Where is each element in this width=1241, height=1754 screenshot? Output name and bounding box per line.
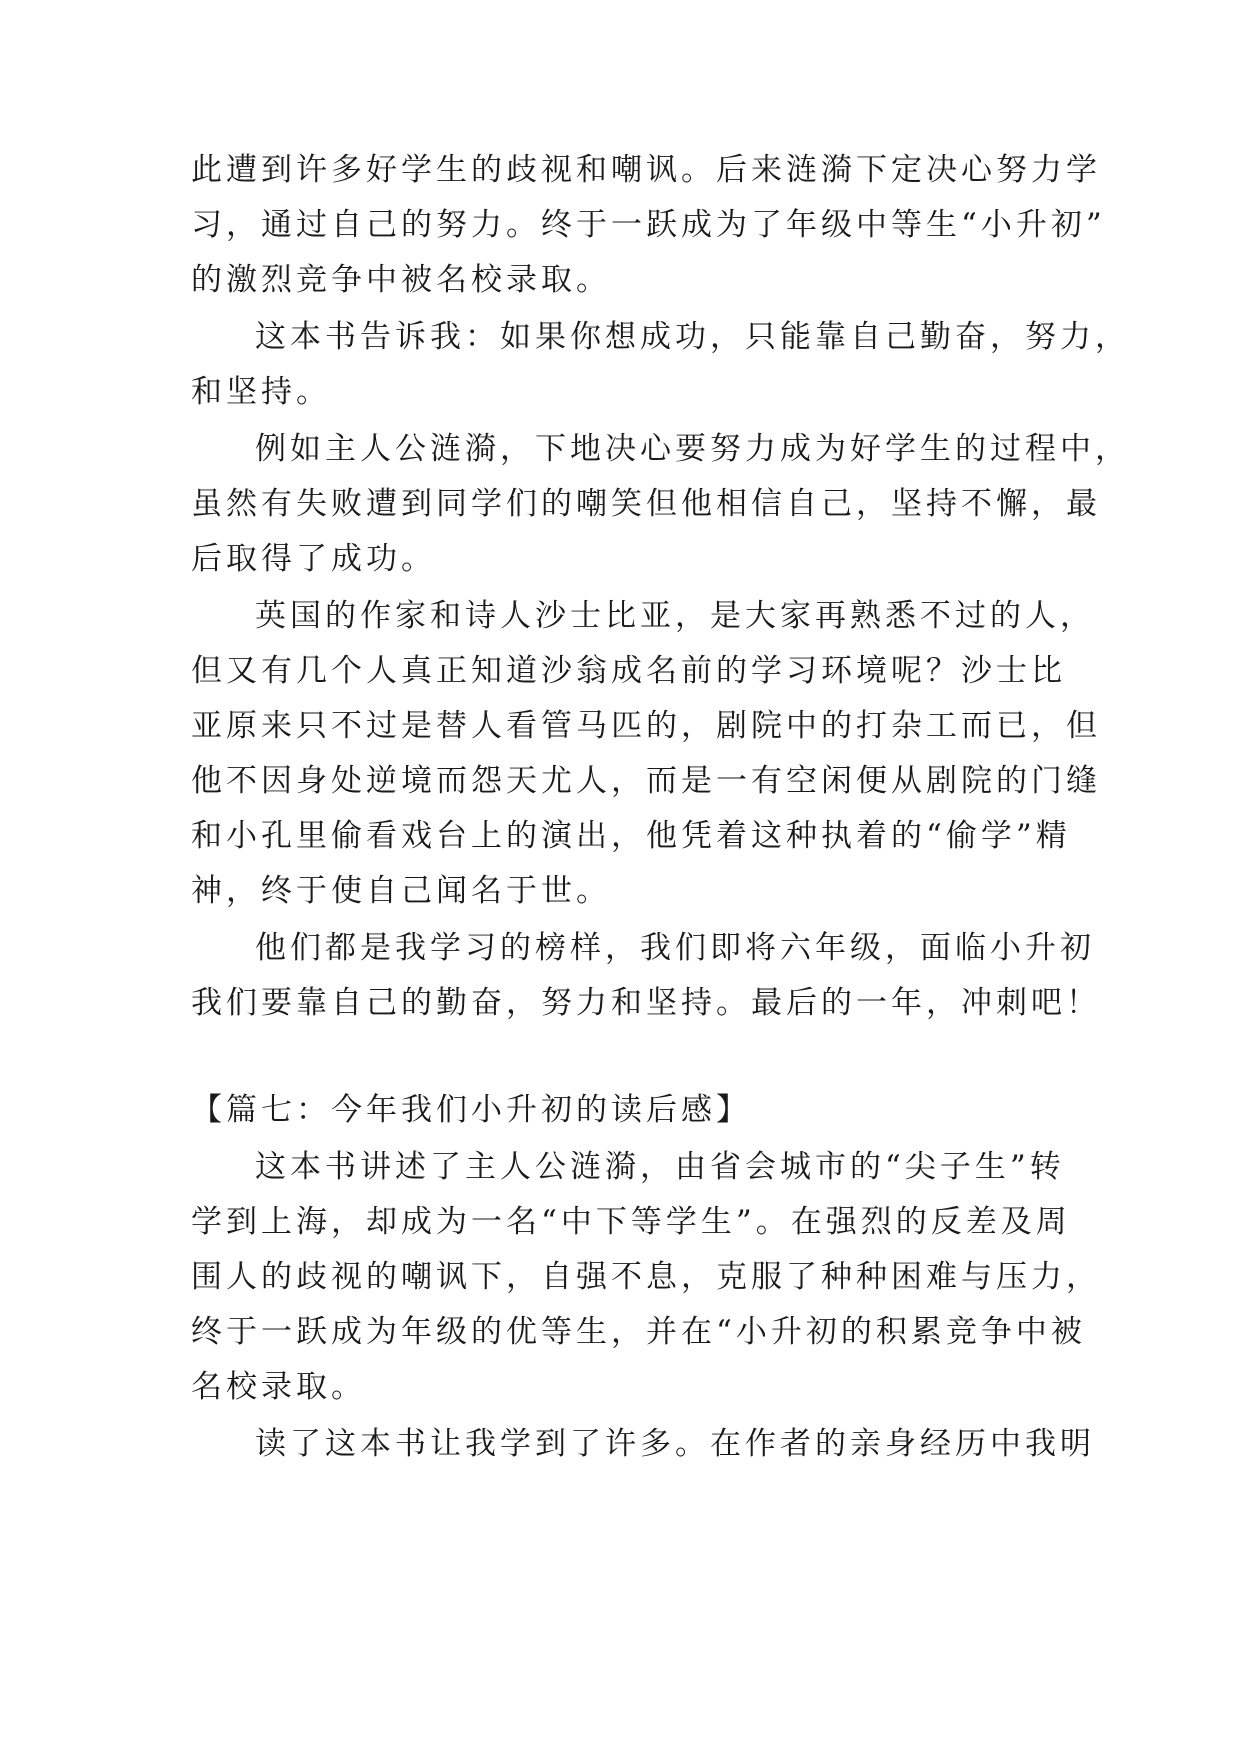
text-line: 此遭到许多好学生的歧视和嘲讽。后来涟漪下定决心努力学 bbox=[191, 152, 1101, 188]
text-line: 围人的歧视的嘲讽下，自强不息，克服了种种困难与压力， bbox=[191, 1259, 1101, 1295]
text-line: 终于一跃成为年级的优等生，并在“小升初的积累竞争中被 bbox=[191, 1314, 1086, 1350]
text-line: 后取得了成功。 bbox=[191, 541, 436, 577]
text-line: 但又有几个人真正知道沙翁成名前的学习环境呢？沙士比 bbox=[191, 653, 1066, 689]
text-line: 我们要靠自己的勤奋，努力和坚持。最后的一年，冲刺吧！ bbox=[191, 985, 1101, 1021]
text-line: 他不因身处逆境而怨天尤人，而是一有空闲便从剧院的门缝 bbox=[191, 763, 1101, 799]
section-heading: 【篇七：今年我们小升初的读后感】 bbox=[191, 1092, 751, 1128]
text-line: 亚原来只不过是替人看管马匹的，剧院中的打杂工而已，但 bbox=[191, 708, 1101, 744]
text-line: 习，通过自己的努力。终于一跃成为了年级中等生“小升初” bbox=[191, 207, 1106, 243]
text-line: 神，终于使自己闻名于世。 bbox=[191, 873, 611, 909]
paragraph-first-line: 例如主人公涟漪，下地决心要努力成为好学生的过程中， bbox=[255, 431, 1130, 467]
paragraph-first-line: 这本书讲述了主人公涟漪，由省会城市的“尖子生”转 bbox=[255, 1149, 1065, 1185]
text-line: 名校录取。 bbox=[191, 1369, 366, 1405]
text-line: 虽然有失败遭到同学们的嘲笑但他相信自己，坚持不懈，最 bbox=[191, 486, 1101, 522]
text-line: 和小孔里偷看戏台上的演出，他凭着这种执着的“偷学”精 bbox=[191, 818, 1071, 854]
paragraph-first-line: 读了这本书让我学到了许多。在作者的亲身经历中我明 bbox=[255, 1426, 1095, 1462]
text-line: 学到上海，却成为一名“中下等学生”。在强烈的反差及周 bbox=[191, 1204, 1071, 1240]
paragraph-first-line: 他们都是我学习的榜样，我们即将六年级，面临小升初 bbox=[255, 930, 1095, 966]
text-line: 和坚持。 bbox=[191, 374, 331, 410]
paragraph-first-line: 英国的作家和诗人沙士比亚，是大家再熟悉不过的人， bbox=[255, 598, 1095, 634]
text-line: 的激烈竞争中被名校录取。 bbox=[191, 262, 611, 298]
paragraph-first-line: 这本书告诉我：如果你想成功，只能靠自己勤奋，努力， bbox=[255, 319, 1130, 355]
